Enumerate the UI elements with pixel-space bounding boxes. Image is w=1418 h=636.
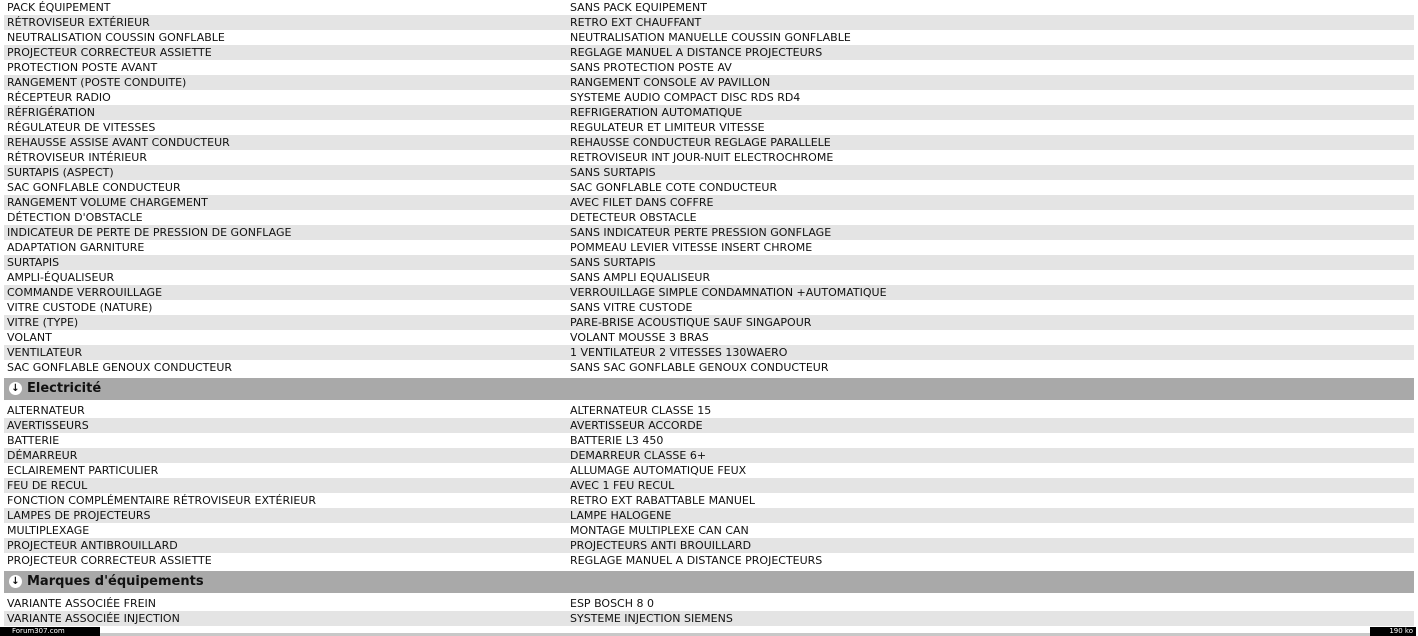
- row-value: REGLAGE MANUEL A DISTANCE PROJECTEURS: [570, 554, 823, 567]
- row-value: SYSTEME INJECTION SIEMENS: [570, 612, 733, 625]
- section-header-electricite[interactable]: [4, 378, 1414, 400]
- table-row: [4, 105, 1414, 120]
- table-row: [4, 478, 1414, 493]
- row-value: MONTAGE MULTIPLEXE CAN CAN: [570, 524, 749, 537]
- row-value: REFRIGERATION AUTOMATIQUE: [570, 106, 743, 119]
- table-row: [4, 360, 1414, 375]
- row-value: NEUTRALISATION MANUELLE COUSSIN GONFLABLE: [570, 31, 851, 44]
- row-label: MULTIPLEXAGE: [7, 524, 90, 537]
- row-value: AVEC 1 FEU RECUL: [570, 479, 675, 492]
- row-label: RÉTROVISEUR EXTÉRIEUR: [7, 16, 150, 29]
- arrow-down-icon[interactable]: ↓: [9, 575, 22, 588]
- table-row: [4, 45, 1414, 60]
- row-label: RANGEMENT (POSTE CONDUITE): [7, 76, 187, 89]
- row-value: PROJECTEURS ANTI BROUILLARD: [570, 539, 752, 552]
- row-value: RETRO EXT CHAUFFANT: [570, 16, 702, 29]
- table-row: [4, 433, 1414, 448]
- row-value: DETECTEUR OBSTACLE: [570, 211, 697, 224]
- row-value: SYSTEME AUDIO COMPACT DISC RDS RD4: [570, 91, 801, 104]
- row-label: VARIANTE ASSOCIÉE INJECTION: [7, 612, 180, 625]
- row-label: ECLAIREMENT PARTICULIER: [7, 464, 159, 477]
- row-value: VERROUILLAGE SIMPLE CONDAMNATION +AUTOMATIQUE: [570, 286, 887, 299]
- table-row: [4, 165, 1414, 180]
- table-row: [4, 315, 1414, 330]
- table-row: [4, 210, 1414, 225]
- row-label: DÉTECTION D'OBSTACLE: [7, 211, 143, 224]
- row-value: REHAUSSE CONDUCTEUR REGLAGE PARALLELE: [570, 136, 831, 149]
- row-label: INDICATEUR DE PERTE DE PRESSION DE GONFLAGE: [7, 226, 292, 239]
- row-value: ALTERNATEUR CLASSE 15: [570, 404, 712, 417]
- row-label: VOLANT: [7, 331, 52, 344]
- row-value: LAMPE HALOGENE: [570, 509, 672, 522]
- row-label: RÉFRIGÉRATION: [7, 106, 95, 119]
- row-value: VOLANT MOUSSE 3 BRAS: [570, 331, 709, 344]
- row-label: LAMPES DE PROJECTEURS: [7, 509, 151, 522]
- table-row: [4, 418, 1414, 433]
- table-row: [4, 448, 1414, 463]
- table-row: [4, 596, 1414, 611]
- table-row: [4, 180, 1414, 195]
- table-row: [4, 240, 1414, 255]
- row-value: SANS SAC GONFLABLE GENOUX CONDUCTEUR: [570, 361, 829, 374]
- row-value: AVEC FILET DANS COFFRE: [570, 196, 714, 209]
- row-label: RANGEMENT VOLUME CHARGEMENT: [7, 196, 208, 209]
- row-label: PROJECTEUR ANTIBROUILLARD: [7, 539, 178, 552]
- row-value: 1 VENTILATEUR 2 VITESSES 130WAERO: [570, 346, 788, 359]
- row-value: BATTERIE L3 450: [570, 434, 664, 447]
- section-header-marques[interactable]: [4, 571, 1414, 593]
- table-row: [4, 30, 1414, 45]
- row-label: ADAPTATION GARNITURE: [7, 241, 145, 254]
- row-value: REGULATEUR ET LIMITEUR VITESSE: [570, 121, 765, 134]
- row-value: AVERTISSEUR ACCORDE: [570, 419, 703, 432]
- row-value: SANS INDICATEUR PERTE PRESSION GONFLAGE: [570, 226, 832, 239]
- table-row: [4, 195, 1414, 210]
- section-equipement-rows: [4, 0, 1414, 375]
- section-title: Electricité: [27, 381, 102, 396]
- table-row: [4, 15, 1414, 30]
- row-value: SANS PROTECTION POSTE AV: [570, 61, 732, 74]
- section-electricite-rows: [4, 403, 1414, 568]
- table-row: [4, 553, 1414, 568]
- row-value: DEMARREUR CLASSE 6+: [570, 449, 707, 462]
- row-value: SANS VITRE CUSTODE: [570, 301, 693, 314]
- row-label: PROTECTION POSTE AVANT: [7, 61, 158, 74]
- row-value: ESP BOSCH 8 0: [570, 597, 654, 610]
- row-value: REGLAGE MANUEL A DISTANCE PROJECTEURS: [570, 46, 823, 59]
- table-row: [4, 611, 1414, 626]
- table-row: [4, 300, 1414, 315]
- row-label: PROJECTEUR CORRECTEUR ASSIETTE: [7, 554, 212, 567]
- row-label: RÉCEPTEUR RADIO: [7, 91, 111, 104]
- table-row: [4, 403, 1414, 418]
- table-row: [4, 345, 1414, 360]
- row-label: PROJECTEUR CORRECTEUR ASSIETTE: [7, 46, 212, 59]
- row-label: SAC GONFLABLE GENOUX CONDUCTEUR: [7, 361, 233, 374]
- row-value: SAC GONFLABLE COTE CONDUCTEUR: [570, 181, 778, 194]
- row-value: RETROVISEUR INT JOUR-NUIT ELECTROCHROME: [570, 151, 834, 164]
- row-label: RÉTROVISEUR INTÉRIEUR: [7, 151, 147, 164]
- row-label: NEUTRALISATION COUSSIN GONFLABLE: [7, 31, 225, 44]
- row-value: POMMEAU LEVIER VITESSE INSERT CHROME: [570, 241, 813, 254]
- section-marques-rows: [4, 596, 1414, 626]
- row-label: FONCTION COMPLÉMENTAIRE RÉTROVISEUR EXTÉRIEUR: [7, 494, 316, 507]
- row-value: PARE-BRISE ACOUSTIQUE SAUF SINGAPOUR: [570, 316, 812, 329]
- row-label: VENTILATEUR: [7, 346, 83, 359]
- row-label: BATTERIE: [7, 434, 60, 447]
- row-label: ALTERNATEUR: [7, 404, 85, 417]
- section-title: Marques d'équipements: [27, 574, 204, 589]
- table-row: [4, 90, 1414, 105]
- table-row: [4, 75, 1414, 90]
- row-value: RANGEMENT CONSOLE AV PAVILLON: [570, 76, 771, 89]
- table-row: [4, 270, 1414, 285]
- row-label: FEU DE RECUL: [7, 479, 88, 492]
- row-value: SANS PACK EQUIPEMENT: [570, 1, 707, 14]
- row-label: SAC GONFLABLE CONDUCTEUR: [7, 181, 181, 194]
- table-row: [4, 508, 1414, 523]
- table-row: [4, 0, 1414, 15]
- table-row: [4, 523, 1414, 538]
- row-value: RETRO EXT RABATTABLE MANUEL: [570, 494, 755, 507]
- table-row: [4, 60, 1414, 75]
- table-row: [4, 285, 1414, 300]
- row-label: COMMANDE VERROUILLAGE: [7, 286, 163, 299]
- table-row: [4, 330, 1414, 345]
- table-row: [4, 150, 1414, 165]
- row-label: AMPLI-ÉQUALISEUR: [7, 271, 115, 284]
- table-row: [4, 493, 1414, 508]
- row-value: SANS SURTAPIS: [570, 256, 656, 269]
- table-row: [4, 135, 1414, 150]
- table-row: [4, 225, 1414, 240]
- table-row: [4, 255, 1414, 270]
- row-label: REHAUSSE ASSISE AVANT CONDUCTEUR: [7, 136, 230, 149]
- row-label: DÉMARREUR: [7, 449, 78, 462]
- row-label: VITRE CUSTODE (NATURE): [7, 301, 153, 314]
- table-row: [4, 538, 1414, 553]
- watermark-site: Forum307.com: [0, 627, 100, 636]
- row-label: VARIANTE ASSOCIÉE FREIN: [7, 597, 157, 610]
- arrow-down-icon[interactable]: ↓: [9, 382, 22, 395]
- row-label: PACK ÉQUIPEMENT: [7, 1, 111, 14]
- row-value: ALLUMAGE AUTOMATIQUE FEUX: [570, 464, 747, 477]
- row-value: SANS SURTAPIS: [570, 166, 656, 179]
- row-label: RÉGULATEUR DE VITESSES: [7, 121, 156, 134]
- equipment-table: [4, 0, 1414, 626]
- row-label: SURTAPIS (ASPECT): [7, 166, 114, 179]
- table-row: [4, 120, 1414, 135]
- row-label: SURTAPIS: [7, 256, 60, 269]
- row-value: SANS AMPLI EQUALISEUR: [570, 271, 711, 284]
- row-label: AVERTISSEURS: [7, 419, 89, 432]
- file-size: 190 ko: [1370, 627, 1416, 636]
- table-row: [4, 463, 1414, 478]
- row-label: VITRE (TYPE): [7, 316, 79, 329]
